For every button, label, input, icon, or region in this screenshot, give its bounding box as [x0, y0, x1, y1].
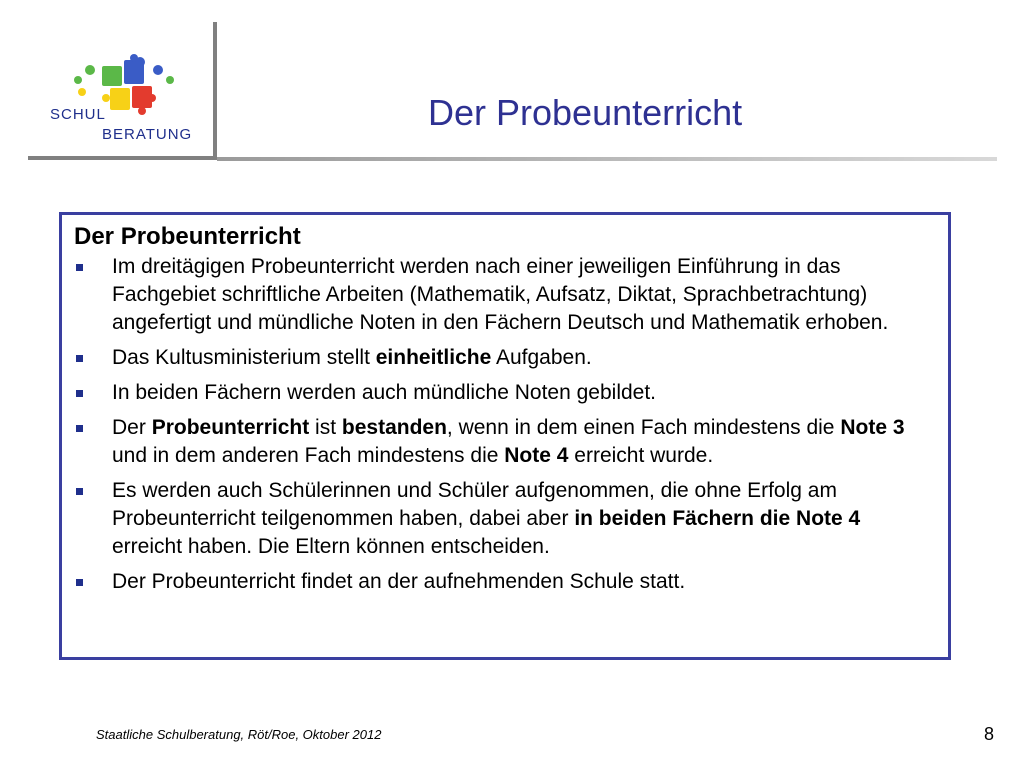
bullet-item	[74, 568, 934, 596]
bullet-item	[74, 477, 934, 561]
school-counseling-logo	[40, 48, 200, 148]
logo-text-schul: SCHUL	[50, 106, 106, 123]
bullet-text: Aufgaben.	[491, 346, 592, 369]
bullet-text: In beiden Fächern werden auch mündliche Noten gebildet.	[112, 381, 657, 404]
bullet-text: erreicht wurde.	[568, 444, 714, 467]
bullet-text: ist	[309, 416, 342, 439]
bullet-item	[74, 414, 934, 470]
bullet-square-icon	[76, 425, 83, 432]
bullet-list	[74, 253, 934, 603]
bullet-bold-text: in beiden Fächern die Note 4	[574, 507, 861, 530]
bullet-bold-text: Note 4	[504, 444, 569, 467]
header-vertical-divider	[213, 22, 217, 158]
content-box	[59, 212, 951, 660]
bullet-text: Das Kultusministerium stellt	[112, 346, 376, 369]
bullet-text: und in dem anderen Fach mindestens die	[112, 444, 505, 467]
bullet-text: Im dreitägigen Probeunterricht werden nach einer jeweiligen Einführung in das Fachgebiet schriftliche Arbeiten (Mathematik, Aufsatz, Diktat, Sprachbetrachtung) angefertigt und mündliche Noten in den Fächern Deutsch und Mathematik erhoben.	[112, 255, 889, 334]
bullet-bold-text: einheitliche	[375, 346, 492, 369]
slide-title: Der Probeunterricht	[428, 92, 743, 133]
bullet-bold-text: Probeunterricht	[151, 416, 310, 439]
page-number: 8	[984, 724, 995, 744]
bullet-text: Es werden auch Schülerinnen und Schüler aufgenommen, die ohne Erfolg am Probeunterricht teilgenommen haben, dabei aber	[112, 479, 837, 530]
bullet-item	[74, 344, 934, 372]
bullet-bold-text: bestanden	[341, 416, 447, 439]
bullet-text: erreicht haben. Die Eltern können entscheiden.	[112, 535, 550, 558]
bullet-item	[74, 253, 934, 337]
bullet-text: Der	[112, 416, 152, 439]
bullet-text: , wenn in dem einen Fach mindestens die	[446, 416, 841, 439]
bullet-square-icon	[76, 579, 83, 586]
logo-text-beratung: BERATUNG	[102, 126, 193, 143]
bullet-square-icon	[76, 390, 83, 397]
bullet-text: Der Probeunterricht findet an der aufnehmenden Schule statt.	[112, 570, 686, 593]
bullet-bold-text: Note 3	[840, 416, 905, 439]
bullet-square-icon	[76, 488, 83, 495]
header-divider	[217, 157, 997, 161]
header-left-divider	[28, 156, 217, 160]
footer-text: Staatliche Schulberatung, Röt/Roe, Oktober 2012	[96, 727, 382, 742]
bullet-item	[74, 379, 934, 407]
bullet-square-icon	[76, 264, 83, 271]
bullet-square-icon	[76, 355, 83, 362]
content-heading: Der Probeunterricht	[74, 223, 301, 250]
